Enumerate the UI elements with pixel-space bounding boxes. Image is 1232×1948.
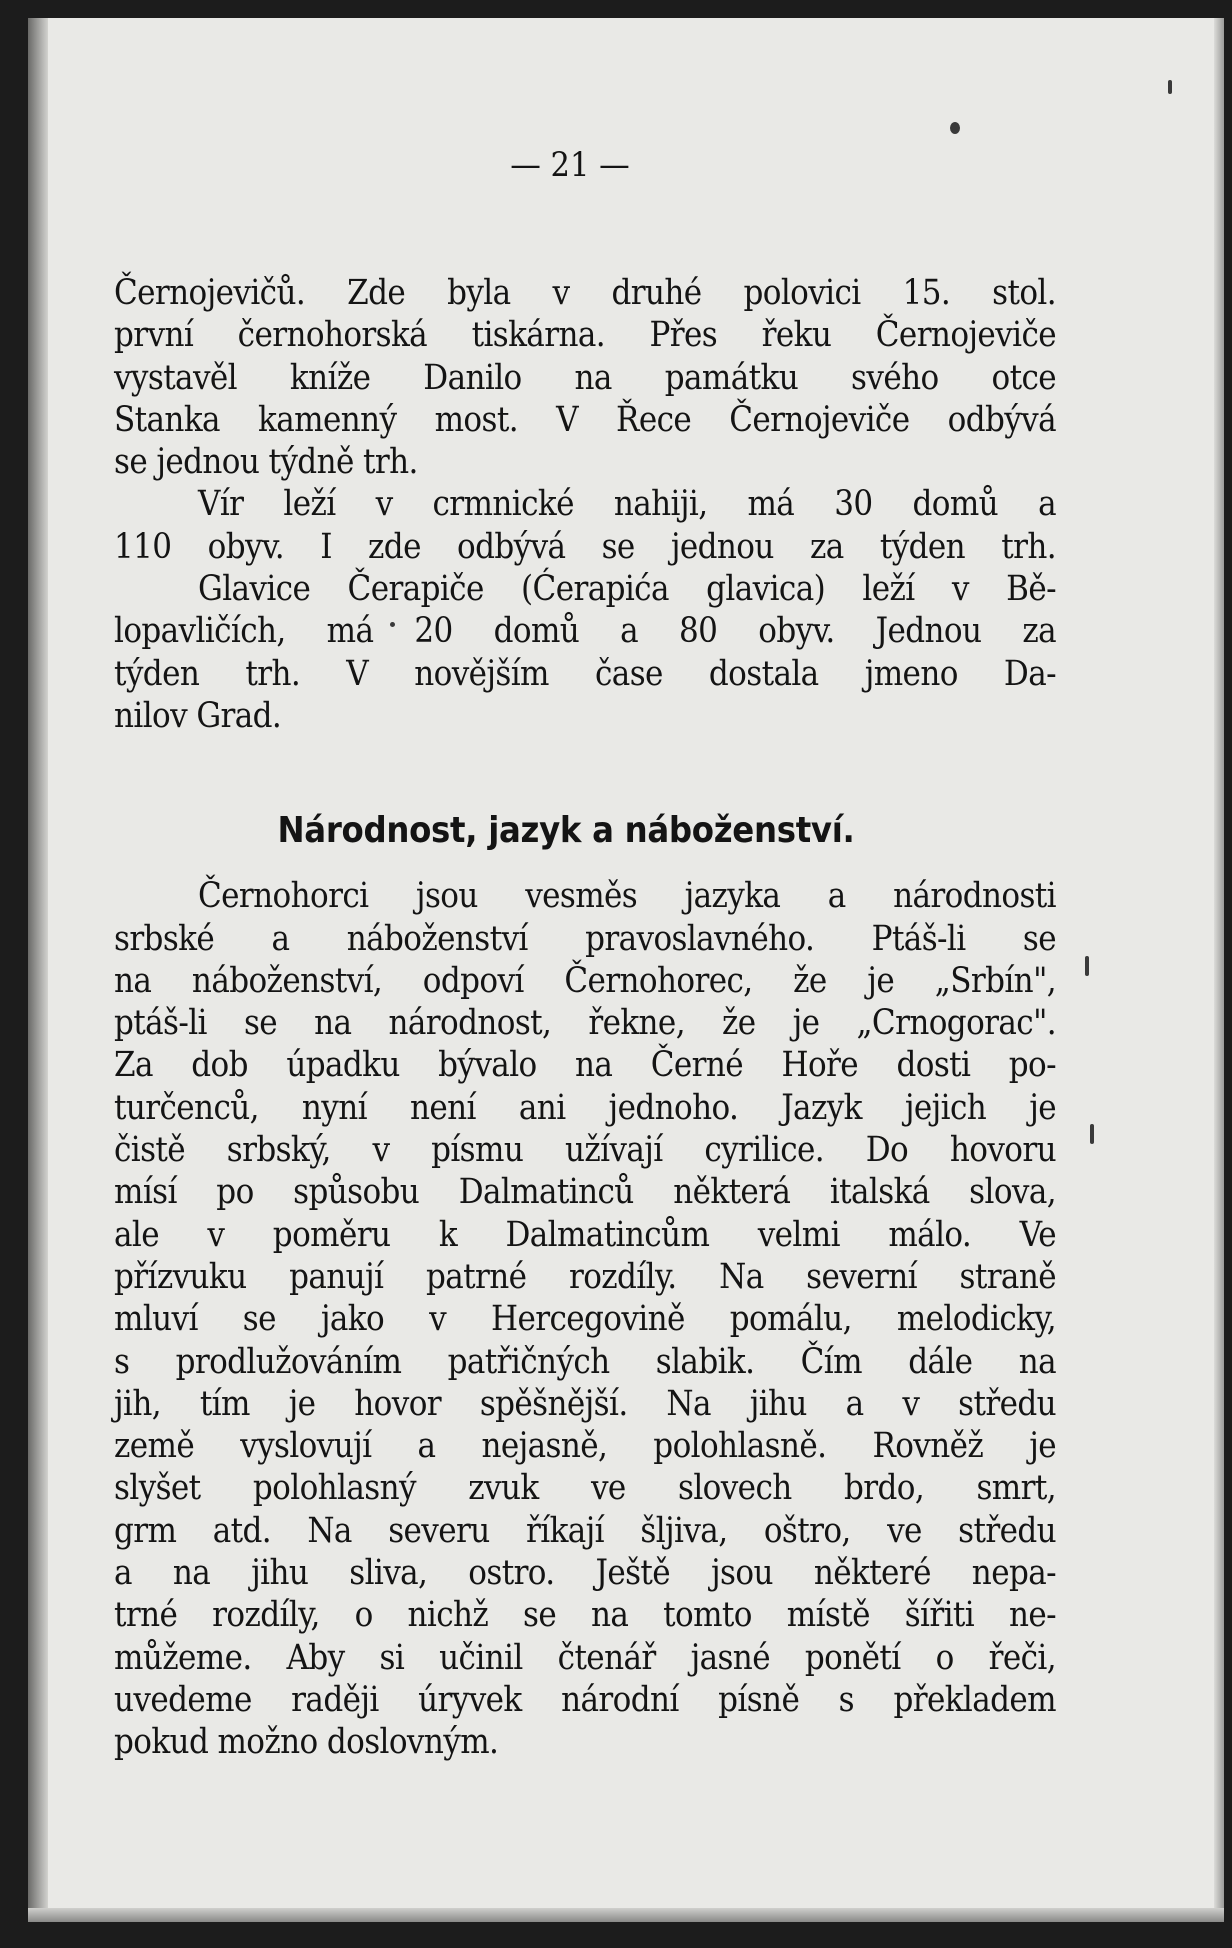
paragraph-4 [114,875,1056,1763]
page-text [114,138,1056,1764]
print-speck [950,122,960,134]
text-line: vystavěl kníže Danilo na památku svého otce [114,357,1056,398]
text-line: uvedeme raději úryvek národní písně s překladem [114,1679,1056,1720]
text-line: první černohorská tiskárna. Přes řeku Černojeviče [114,315,1056,356]
paragraph-3 [114,568,1056,737]
text-line: turčenců, nyní není ani jednoho. Jazyk jejich je [114,1087,1056,1128]
page-bottom-edge-shadow [28,1908,1224,1922]
text-line: grm atd. Na severu říkají šljiva, oštro, ve středu [114,1510,1056,1551]
print-speck [1090,1124,1094,1144]
text-line: a na jihu sliva, ostro. Ještě jsou některé nepa- [114,1553,1056,1594]
text-line: Glavice Čerapiče (Ćerapića glavica) leží v Bě- [198,569,1056,610]
print-speck [1168,80,1172,94]
paragraph-1 [114,272,1056,483]
text-line: 110 obyv. I zde odbývá se jednou za týden trh. [114,526,1056,567]
text-line: Černohorci jsou vesměs jazyka a národnosti [198,876,1056,917]
text-line: jih, tím je hovor spěšnější. Na jihu a v středu [114,1383,1056,1424]
text-line: s prodlužováním patřičných slabik. Čím dále na [114,1341,1056,1382]
text-line: čistě srbský, v písmu užívají cyrilice. Do hovoru [114,1130,1056,1171]
page-number: — 21 — [510,145,630,185]
text-line: ale v poměru k Dalmatincům velmi málo. Ve [114,1214,1056,1255]
text-line: mísí po spůsobu Dalmatinců některá italská slova, [114,1172,1056,1213]
page-right-edge-shadow [1214,18,1224,1922]
text-line: můžeme. Aby si učinil čtenář jasné ponětí o řeči, [114,1637,1056,1678]
section-heading: Národnost, jazyk a náboženství. [277,810,855,852]
print-speck [1085,956,1089,976]
text-line: nilov Grad. [114,695,282,736]
text-line: srbské a náboženství pravoslavného. Ptáš-li se [114,918,1056,959]
text-line: na náboženství, odpoví Černohorec, že je „Srbín", [114,960,1056,1001]
book-page [28,18,1224,1922]
text-line: Za dob úpadku bývalo na Černé Hoře dosti po- [114,1045,1056,1086]
text-line: Černojevičů. Zde byla v druhé polovici 15. stol. [114,273,1056,313]
text-line: mluví se jako v Hercegovině pomálu, melodicky, [114,1299,1056,1340]
text-line: trné rozdíly, o nichž se na tomto místě šířiti ne- [114,1595,1056,1636]
text-line: týden trh. V novějším čase dostala jmeno Da- [114,653,1056,694]
text-line: pokud možno doslovným. [114,1722,499,1763]
paragraph-2 [114,483,1056,568]
text-line: přízvuku panují patrné rozdíly. Na severní straně [114,1256,1056,1297]
page-left-edge-shadow [28,18,48,1922]
text-line: ptáš-li se na národnost, řekne, že je „Crnogorac". [114,1003,1056,1044]
text-line: země vyslovují a nejasně, polohlasně. Rovněž je [114,1426,1056,1467]
text-line: Stanka kamenný most. V Řece Černojeviče odbývá [114,399,1056,440]
text-line: slyšet polohlasný zvuk ve slovech brdo, smrt, [114,1468,1056,1509]
text-line: se jednou týdně trh. [114,442,418,483]
text-line: Vír leží v crmnické nahiji, má 30 domů a [198,484,1056,525]
text-line: lopavličích, má 20 domů a 80 obyv. Jednou za [114,611,1056,652]
